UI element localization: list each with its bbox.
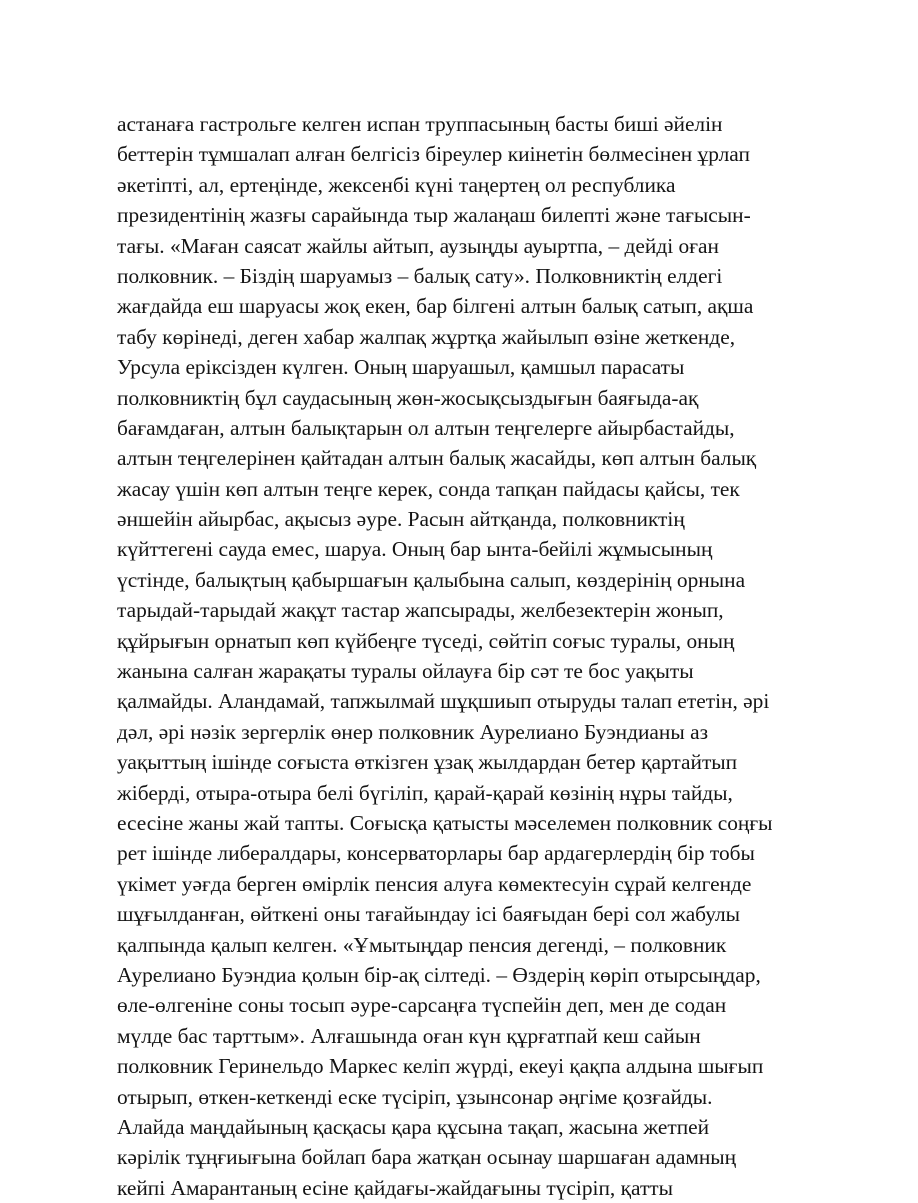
text-line: жасау үшін көп алтын теңге керек, сонда тапқан пайдасы қайсы, тек xyxy=(117,476,740,501)
text-line: уақыттың ішінде соғыста өткізген ұзақ жылдардан бетер қартайтып xyxy=(117,750,738,775)
text-line: үкімет уәғда берген өмірлік пенсия алуға көмектесуін сұрай келгенде xyxy=(117,871,752,896)
text-line: полковник Геринельдо Маркес келіп жүрді, екеуі қақпа алдына шығып xyxy=(117,1054,764,1079)
text-line: астанаға гастрольге келген испан труппасының басты биші әйелін xyxy=(117,112,723,136)
text-line: кәрілік тұңғиығына бойлап бара жатқан осынау шаршаған адамның xyxy=(117,1145,737,1170)
text-line: табу көрінеді, деген хабар жалпақ жұртқа жайылып өзіне жеткенде, xyxy=(117,324,736,349)
text-line: кейпі Амарантаның есіне қайдағы-жайдағыны түсіріп, қатты xyxy=(117,1175,674,1200)
text-line: беттерін тұмшалап алған белгісіз біреулер киінетін бөлмесінен ұрлап xyxy=(117,142,750,167)
text-line: Алайда маңдайының қасқасы қара құсына тақап, жасына жетпей xyxy=(117,1114,710,1139)
text-line: әкетіпті, ал, ертеңінде, жексенбі күні таңертең ол республика xyxy=(117,172,676,197)
text-line: шұғылданған, өйткені оны тағайындау ісі баяғыдан бері сол жабулы xyxy=(117,902,741,927)
text-line: қалпында қалып келген. «Ұмытыңдар пенсия дегенді, – полковник xyxy=(117,932,727,957)
text-line: жіберді, отыра-отыра белі бүгіліп, қарай-қарай көзінің нұры тайды, xyxy=(117,780,733,805)
text-line: бағамдаған, алтын балықтарын ол алтын теңгелерге айырбастайды, xyxy=(117,415,735,440)
text-line: тағы. «Маған саясат жайлы айтып, аузыңды ауыртпа, – дейді оған xyxy=(117,233,719,258)
text-line: рет ішінде либералдары, консерваторлары бар ардагерлердің бір тобы xyxy=(117,841,755,866)
text-line: тарыдай-тарыдай жақұт тастар жапсырады, желбезектерін жонып, xyxy=(117,598,724,623)
text-line: Аурелиано Буэндиа қолын бір-ақ сілтеді. – Өздерің көріп отырсыңдар, xyxy=(117,962,761,987)
text-line: құйрығын орнатып көп күйбеңге түседі, сөйтіп соғыс туралы, оның xyxy=(117,628,735,653)
text-line: өле-өлгеніне соны тосып әуре-сарсаңға түспейін деп, мен де содан xyxy=(117,993,727,1018)
text-line: президентінің жазғы сарайында тыр жалаңаш билепті және тағысын- xyxy=(117,203,751,228)
text-line: күйттегені сауда емес, шаруа. Оның бар ынта-бейілі жұмысының xyxy=(117,537,713,562)
text-line: полковниктің бұл саудасының жөн-жосықсыздығын баяғыда-ақ xyxy=(117,385,699,410)
text-line: дәл, әрі нәзік зергерлік өнер полковник Аурелиано Буэндианы аз xyxy=(117,719,709,744)
text-line: әншейін айырбас, ақысыз әуре. Расын айтқанда, полковниктің xyxy=(117,507,685,532)
text-line: Урсула еріксізден күлген. Оның шаруашыл, қамшыл парасаты xyxy=(117,355,685,380)
text-line: полковник. – Біздің шаруамыз – балық сату». Полковниктің елдегі xyxy=(117,263,723,288)
text-line: жағдайда еш шаруасы жоқ екен, бар білгені алтын балық сатып, ақша xyxy=(117,294,754,319)
text-line: үстінде, балықтың қабыршағын қалыбына салып, көздерінің орнына xyxy=(117,567,746,592)
body-text xyxy=(117,109,817,1203)
text-line: мүлде бас тарттым». Алғашында оған күн құрғатпай кеш сайын xyxy=(117,1023,701,1048)
text-line: есесіне жаны жай тапты. Соғысқа қатысты мәселемен полковник соңғы xyxy=(117,810,773,835)
text-line: қалмайды. Аландамай, тапжылмай шұқшиып отыруды талап ететін, әрі xyxy=(117,689,770,714)
text-line: отырып, өткен-кеткенді еске түсіріп, ұзынсонар әңгіме қозғайды. xyxy=(117,1084,713,1109)
text-line: жанына салған жарақаты туралы ойлауға бір сәт те бос уақыты xyxy=(117,659,694,684)
text-line: алтын теңгелерінен қайтадан алтын балық жасайды, көп алтын балық xyxy=(117,446,757,471)
